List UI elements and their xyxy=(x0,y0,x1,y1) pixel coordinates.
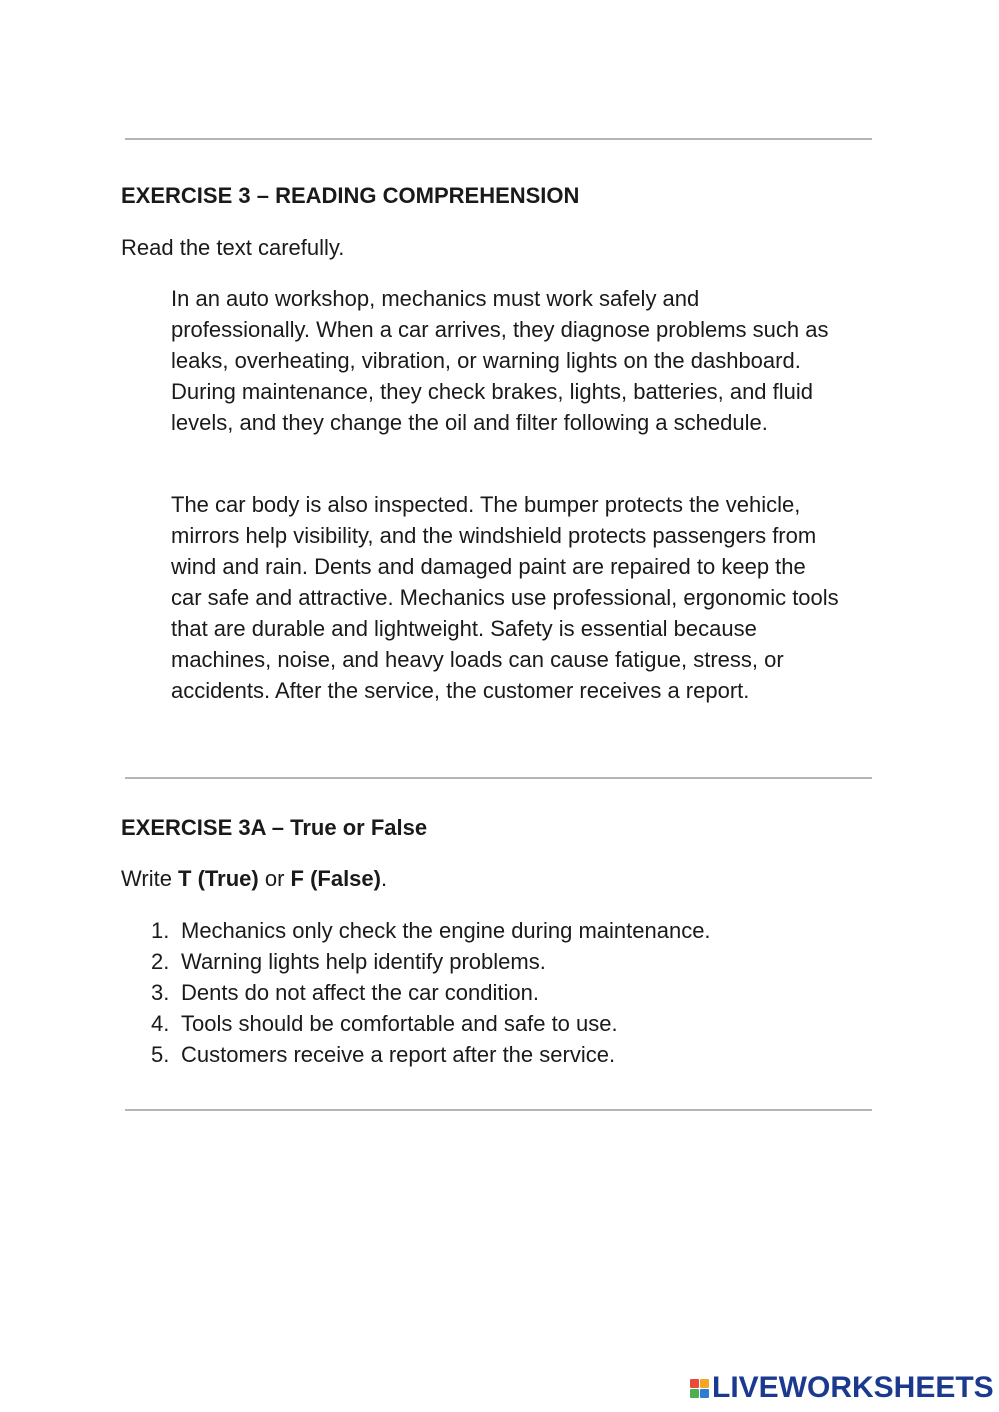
list-item-text: Tools should be comfortable and safe to use. xyxy=(181,1011,618,1036)
exercise-3a-heading: EXERCISE 3A – True or False xyxy=(121,815,428,840)
instruction-false-label: F (False) xyxy=(290,866,381,891)
list-item xyxy=(151,915,711,946)
list-item xyxy=(151,1039,711,1070)
reading-paragraph-2: The car body is also inspected. The bumper protects the vehicle, mirrors help visibility, and the windshield protects passengers from wind and rain. Dents and damaged paint are repaired to keep the car safe and attractive. Mechanics use professional, ergonomic tools that are durable and lightweight. Safety is essential because machines, noise, and heavy loads can cause fatigue, stress, or accidents. After the service, the customer receives a report. xyxy=(171,492,839,703)
true-false-list xyxy=(151,915,711,1070)
list-item-number: 2. xyxy=(151,949,170,974)
list-item-text: Warning lights help identify problems. xyxy=(181,949,546,974)
list-item-number: 1. xyxy=(151,918,170,943)
liveworksheets-logo-text: LIVEWORKSHEETS xyxy=(712,1371,994,1404)
logo-square-green xyxy=(690,1389,699,1398)
reading-paragraph-1: In an auto workshop, mechanics must work safely and professionally. When a car arrives, they diagnose problems such as leaks, overheating, vibration, or warning lights on the dashboard. During maintenance, they check brakes, lights, batteries, and fluid levels, and they change the oil and filter following a schedule. xyxy=(171,286,829,435)
list-item-text: Customers receive a report after the service. xyxy=(181,1042,616,1067)
divider-top xyxy=(125,138,872,140)
list-item-number: 4. xyxy=(151,1011,170,1036)
list-item-text: Mechanics only check the engine during maintenance. xyxy=(181,918,711,943)
list-item-number: 5. xyxy=(151,1042,170,1067)
exercise-3-instruction: Read the text carefully. xyxy=(121,235,345,260)
exercise-3a-instruction xyxy=(121,865,387,893)
list-item-text: Dents do not affect the car condition. xyxy=(181,980,539,1005)
logo-square-blue xyxy=(700,1389,709,1398)
logo-square-orange xyxy=(700,1379,709,1388)
list-item xyxy=(151,977,711,1008)
divider-middle xyxy=(125,777,872,779)
list-item xyxy=(151,946,711,977)
instruction-true-label: T (True) xyxy=(178,866,259,891)
liveworksheets-logo-icon xyxy=(690,1379,709,1398)
liveworksheets-logo[interactable] xyxy=(690,1373,994,1403)
divider-bottom xyxy=(125,1109,872,1111)
instruction-middle: or xyxy=(258,866,291,891)
instruction-suffix: . xyxy=(380,866,388,891)
list-item-number: 3. xyxy=(151,980,170,1005)
logo-square-red xyxy=(690,1379,699,1388)
exercise-3-heading: EXERCISE 3 – READING COMPREHENSION xyxy=(121,183,580,208)
instruction-prefix: Write xyxy=(121,866,179,891)
list-item xyxy=(151,1008,711,1039)
